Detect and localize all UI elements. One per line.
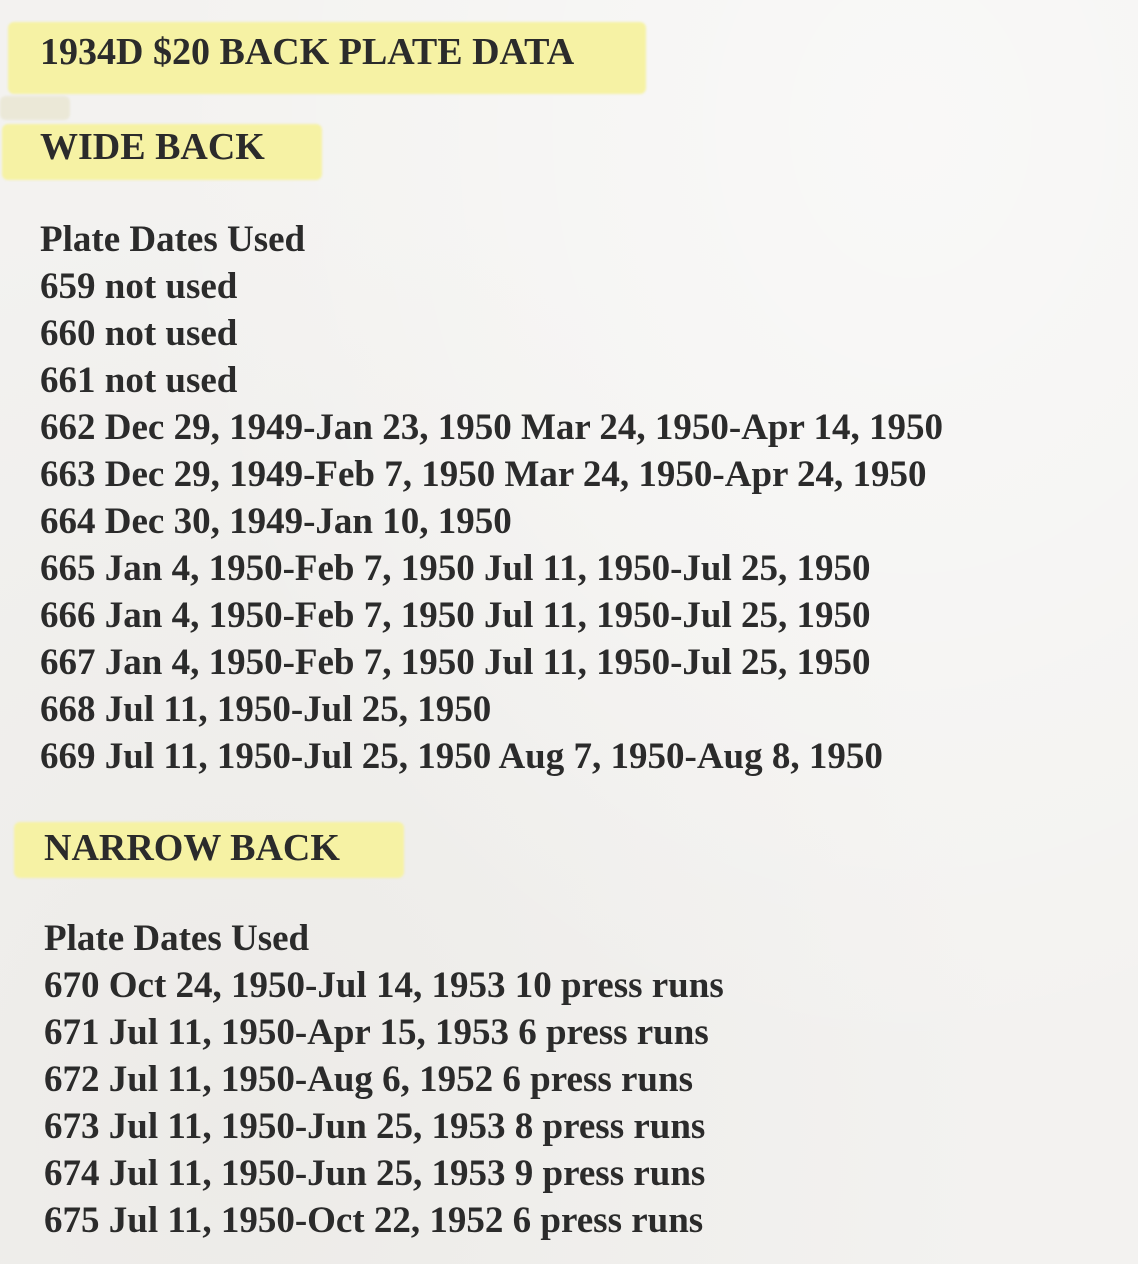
plate-row: 660 not used (40, 313, 238, 354)
plate-row: 670 Oct 24, 1950-Jul 14, 1953 10 press runs (44, 965, 724, 1006)
narrow-back-subheading: Plate Dates Used (44, 918, 310, 959)
narrow-back-heading: NARROW BACK (44, 827, 340, 869)
plate-row: 661 not used (40, 360, 238, 401)
plate-row: 671 Jul 11, 1950-Apr 15, 1953 6 press runs (44, 1012, 709, 1053)
plate-row: 664 Dec 30, 1949-Jan 10, 1950 (40, 501, 512, 542)
plate-row: 668 Jul 11, 1950-Jul 25, 1950 (40, 689, 492, 730)
plate-row: 674 Jul 11, 1950-Jun 25, 1953 9 press runs (44, 1153, 706, 1194)
plate-row: 675 Jul 11, 1950-Oct 22, 1952 6 press runs (44, 1200, 704, 1241)
plate-row: 666 Jan 4, 1950-Feb 7, 1950 Jul 11, 1950-Jul 25, 1950 (40, 595, 871, 636)
wide-back-list (40, 216, 943, 780)
plate-row: 662 Dec 29, 1949-Jan 23, 1950 Mar 24, 1950-Apr 14, 1950 (40, 407, 944, 448)
wide-back-heading: WIDE BACK (40, 126, 265, 168)
plate-row: 667 Jan 4, 1950-Feb 7, 1950 Jul 11, 1950-Jul 25, 1950 (40, 642, 871, 683)
plate-row: 672 Jul 11, 1950-Aug 6, 1952 6 press runs (44, 1059, 693, 1100)
plate-row: 663 Dec 29, 1949-Feb 7, 1950 Mar 24, 1950-Apr 24, 1950 (40, 454, 927, 495)
plate-row: 665 Jan 4, 1950-Feb 7, 1950 Jul 11, 1950-Jul 25, 1950 (40, 548, 871, 589)
document-title: 1934D $20 BACK PLATE DATA (40, 31, 575, 73)
plate-row: 673 Jul 11, 1950-Jun 25, 1953 8 press runs (44, 1106, 706, 1147)
plate-row: 669 Jul 11, 1950-Jul 25, 1950 Aug 7, 1950-Aug 8, 1950 (40, 736, 883, 777)
narrow-back-list (44, 915, 724, 1244)
plate-row: 659 not used (40, 266, 238, 307)
wide-back-subheading: Plate Dates Used (40, 219, 306, 260)
highlight-smudge (0, 96, 70, 120)
